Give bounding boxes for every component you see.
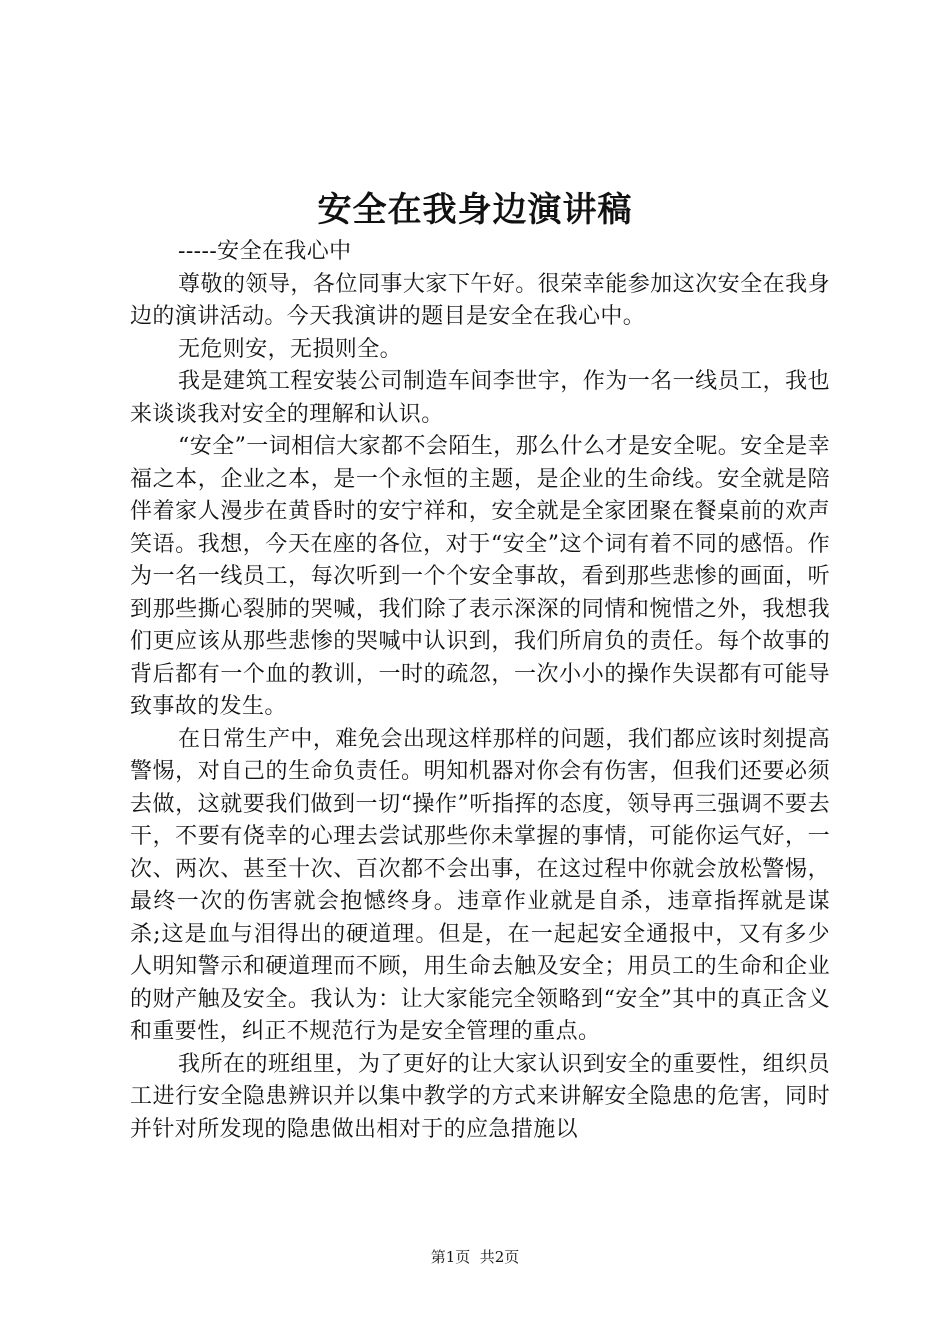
paragraph-greeting: 尊敬的领导，各位同事大家下午好。很荣幸能参加这次安全在我身边的演讲活动。今天我演讲的题目是安全在我心中。 <box>130 271 830 329</box>
paragraph-what-is-safety: “安全”一词相信大家都不会陌生，那么什么才是安全呢。安全是幸福之本，企业之本，是一个永恒的主题，是企业的生命线。安全就是陪伴着家人漫步在黄昏时的安宁祥和，安全就是全家团聚在餐桌前的欢声笑语。我想，今天在座的各位，对于“安全”这个词有着不同的感悟。作为一名一线员工，每次听到一个个安全事故，看到那些悲惨的画面，听到那些撕心裂肺的哭喊，我们除了表示深深的同情和惋惜之外，我想我们更应该从那些悲惨的哭喊中认识到，我们所肩负的责任。每个故事的背后都有一个血的教训，一时的疏忽，一次小小的操作失误都有可能导致事故的发生。 <box>130 434 830 719</box>
document-subtitle: -----安全在我心中 <box>178 239 352 264</box>
paragraph-motto: 无危则安，无损则全。 <box>178 336 403 362</box>
paragraph-daily-production: 在日常生产中，难免会出现这样那样的问题，我们都应该时刻提高警惕，对自己的生命负责任。明知机器对你会有伤害，但我们还要必须去做，这就要我们做到一切“操作”听指挥的态度，领导再三强调不要去干，不要有侥幸的心理去尝试那些你未掌握的事情，可能你运气好，一次、两次、甚至十次、百次都不会出事，在这过程中你就会放松警惕，最终一次的伤害就会抱憾终身。违章作业就是自杀，违章指挥就是谋杀;这是血与泪得出的硬道理。但是，在一起起安全通报中，又有多少人明知警示和硬道理而不顾，用生命去触及安全；用员工的生命和企业的财产触及安全。我认为：让大家能完全领略到“安全”其中的真正含义和重要性，纠正不规范行为是安全管理的重点。 <box>130 726 830 1044</box>
document-title: 安全在我身边演讲稿 <box>317 190 633 230</box>
paragraph-introduction: 我是建筑工程安装公司制造车间李世宇，作为一名一线员工，我也来谈谈我对安全的理解和认识。 <box>130 369 830 427</box>
page-footer: 第1页 共2页 <box>430 1248 520 1266</box>
document-body <box>130 236 830 1146</box>
paragraph-team-practice: 我所在的班组里，为了更好的让大家认识到安全的重要性，组织员工进行安全隐患辨识并以集中教学的方式来讲解安全隐患的危害，同时并针对所发现的隐患做出相对于的应急措施以 <box>130 1051 830 1142</box>
